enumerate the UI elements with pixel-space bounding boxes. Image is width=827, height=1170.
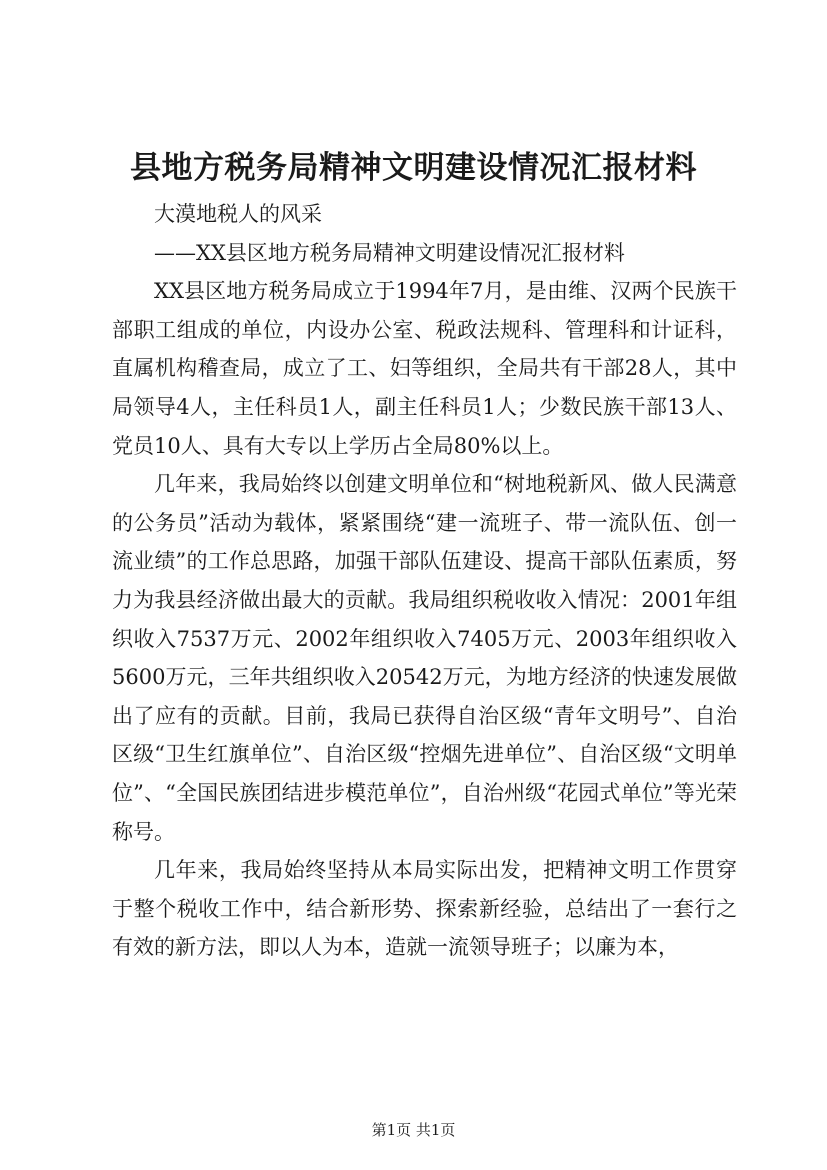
- subtitle-line: ——XX县区地方税务局精神文明建设情况汇报材料: [154, 240, 625, 265]
- document-body: [112, 195, 737, 967]
- subtitle: 大漠地税人的风采: [154, 202, 322, 226]
- document-title: 县地方税务局精神文明建设情况汇报材料: [130, 150, 697, 186]
- page-footer: 第1页 共1页: [371, 1121, 456, 1139]
- paragraph-2: 几年来，我局始终以创建文明单位和“树地税新风、做人民满意的公务员”活动为载体，紧紧围绕“建一流班子、带一流队伍、创一流业绩”的工作总思路，加强干部队伍建设、提高干部队伍素质，努力为我县经济做出最大的贡献。我局组织税收收入情况：2001年组织收入7537万元、2002年组织收入7405万元、2003年组织收入5600万元，三年共组织收入20542万元，为地方经济的快速发展做出了应有的贡献。目前，我局已获得自治区级“青年文明号”、自治区级“卫生红旗单位”、自治区级“控烟先进单位”、自治区级“文明单位”、“全国民族团结进步模范单位”，自治州级“花园式单位”等光荣称号。: [112, 472, 737, 844]
- paragraph-3: 几年来，我局始终坚持从本局实际出发，把精神文明工作贯穿于整个税收工作中，结合新形势、探索新经验，总结出了一套行之有效的新方法，即以人为本，造就一流领导班子；以廉为本，: [112, 858, 737, 960]
- paragraph-1: XX县区地方税务局成立于1994年7月，是由维、汉两个民族干部职工组成的单位，内设办公室、税政法规科、管理科和计证科，直属机构稽查局，成立了工、妇等组织，全局共有干部28人，其中局领导4人，主任科员1人，副主任科员1人；少数民族干部13人、党员10人、具有大专以上学历占全局80%以上。: [112, 279, 737, 458]
